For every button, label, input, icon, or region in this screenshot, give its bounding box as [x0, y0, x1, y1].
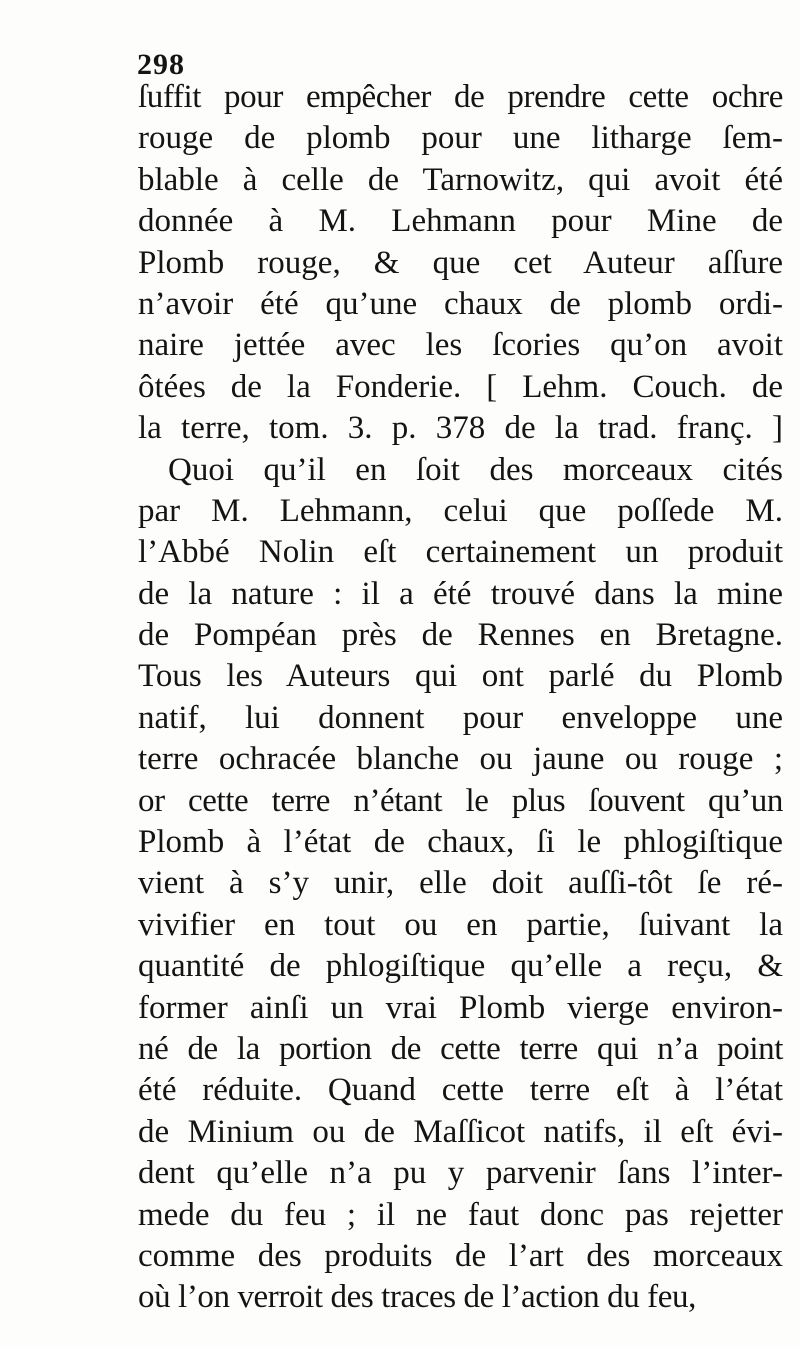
- text-line: la terre, tom. 3. p. 378 de la trad. franç. ]: [138, 410, 783, 447]
- text-line: de Pompéan près de Rennes en Bretagne.: [138, 617, 783, 654]
- text-line: dent qu’elle n’a pu y parvenir ſans l’inter-: [138, 1155, 783, 1192]
- text-line: former ainſi un vrai Plomb vierge environ-: [138, 989, 783, 1026]
- text-line: natif, lui donnent pour enveloppe une: [138, 699, 783, 736]
- text-line: vivifier en tout ou en partie, ſuivant la: [138, 906, 783, 943]
- text-line: terre ochracée blanche ou jaune ou rouge ;: [138, 741, 783, 778]
- text-line: Quoi qu’il en ſoit des morceaux cités: [168, 451, 783, 488]
- text-line: rouge de plomb pour une litharge ſem-: [138, 120, 783, 157]
- text-line: Plomb rouge, & que cet Auteur aſſure: [138, 244, 783, 281]
- body-text: [138, 77, 783, 1319]
- text-line: mede du feu ; il ne faut donc pas rejetter: [138, 1196, 783, 1233]
- text-line: blable à celle de Tarnowitz, qui avoit été: [138, 161, 783, 198]
- text-line: où l’on verroit des traces de l’action du feu,: [138, 1279, 696, 1316]
- text-line: été réduite. Quand cette terre eſt à l’état: [138, 1072, 783, 1109]
- text-line: or cette terre n’étant le plus ſouvent qu’un: [138, 782, 783, 819]
- text-line: ſuffit pour empêcher de prendre cette ochre: [138, 79, 783, 115]
- page-number: 298: [137, 48, 185, 81]
- text-line: n’avoir été qu’une chaux de plomb ordi-: [138, 285, 783, 322]
- text-line: de Minium ou de Maſſicot natifs, il eſt évi-: [138, 1113, 783, 1150]
- text-line: né de la portion de cette terre qui n’a point: [138, 1030, 783, 1067]
- text-line: naire jettée avec les ſcories qu’on avoit: [138, 327, 783, 364]
- text-line: donnée à M. Lehmann pour Mine de: [138, 203, 783, 240]
- text-line: Plomb à l’état de chaux, ſi le phlogiſtique: [138, 824, 783, 861]
- text-line: par M. Lehmann, celui que poſſede M.: [138, 492, 783, 529]
- text-line: vient à s’y unir, elle doit auſſi-tôt ſe ré-: [138, 865, 783, 902]
- text-line: de la nature : il a été trouvé dans la mine: [138, 575, 783, 612]
- text-line: quantité de phlogiſtique qu’elle a reçu, &: [138, 948, 783, 985]
- text-line: l’Abbé Nolin eſt certainement un produit: [138, 534, 783, 571]
- text-line: Tous les Auteurs qui ont parlé du Plomb: [138, 658, 783, 695]
- text-line: ôtées de la Fonderie. [ Lehm. Couch. de: [138, 368, 783, 405]
- text-line: comme des produits de l’art des morceaux: [138, 1237, 783, 1274]
